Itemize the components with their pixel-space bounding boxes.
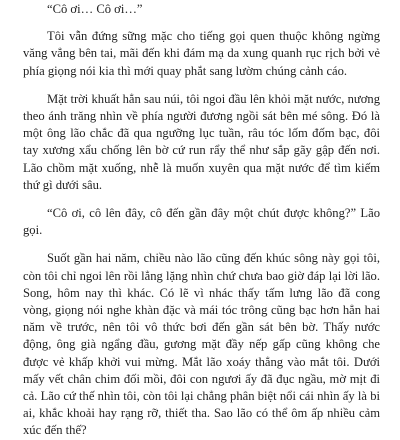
paragraph-2: Tôi vẫn đứng sững mặc cho tiếng gọi quen thuộc không ngừng văng vẳng bên tai, mãi đến khi đám mạ da xung quanh rục rịch bởi vẻ phía giọng nói kia thì mới quay phắt sang lườm chúng cảnh cáo. xyxy=(23,29,380,78)
paragraph-1: “Cô ơi… Cô ơi…” xyxy=(47,2,143,16)
paragraph-3: Mặt trời khuất hẳn sau núi, tôi ngoi đầu lên khỏi mặt nước, nương theo ánh trăng nhìn về phía người đương ngồi sát bên mé sông. Đó là một ông lão chắc đã qua ngưỡng lục tuần, râu tóc lốm đốm bạc, đôi tay xương xẩu chống lên bờ cứ run rẩy thể như sắp gãy gập đến nơi. Lão chồm mặt xuống, nhễ là muốn xuyên qua mặt nước để tìm kiếm thứ gì dưới sâu. xyxy=(23,91,380,192)
paragraph-5: Suốt gần hai năm, chiều nào lão cũng đến khúc sông này gọi tôi, còn tôi chỉ ngoi lên rồi lẳng lặng nhìn chứ chưa bao giờ đáp lại lời lão. Song, hôm nay thì khác. Có lẽ vì nhác thấy tấm lưng lão đã cong vòng, giọng nói nghe khàn đặc và mái tóc trông cũng bạc hơn hẳn hai năm về trước, nên tôi vô thức bơi đến gần sát bên bờ. Thấy nước động, ông già ngẩng đầu, gương mặt đầy nếp gấp cũng không che được vẻ khấp khởi vui mừng. Mắt lão xoáy thẳng vào mắt tôi. Dưới mấy vết chân chim đối mồi, đôi con ngươi ấy đã đục ngầu, mờ mịt đi cả. Lão cứ thế nhìn tôi, còn tôi lại chẳng phân biệt nổi cái nhìn ấy là bi ai, khắc khoải hay rạng rỡ, thiết tha. Sao lão có thể ôm ấp nhiều cảm xúc đến thế? xyxy=(23,251,380,438)
paragraph-4: “Cô ơi, cô lên đây, cô đến gần đây một chút được không?” Lão gọi. xyxy=(23,206,380,238)
